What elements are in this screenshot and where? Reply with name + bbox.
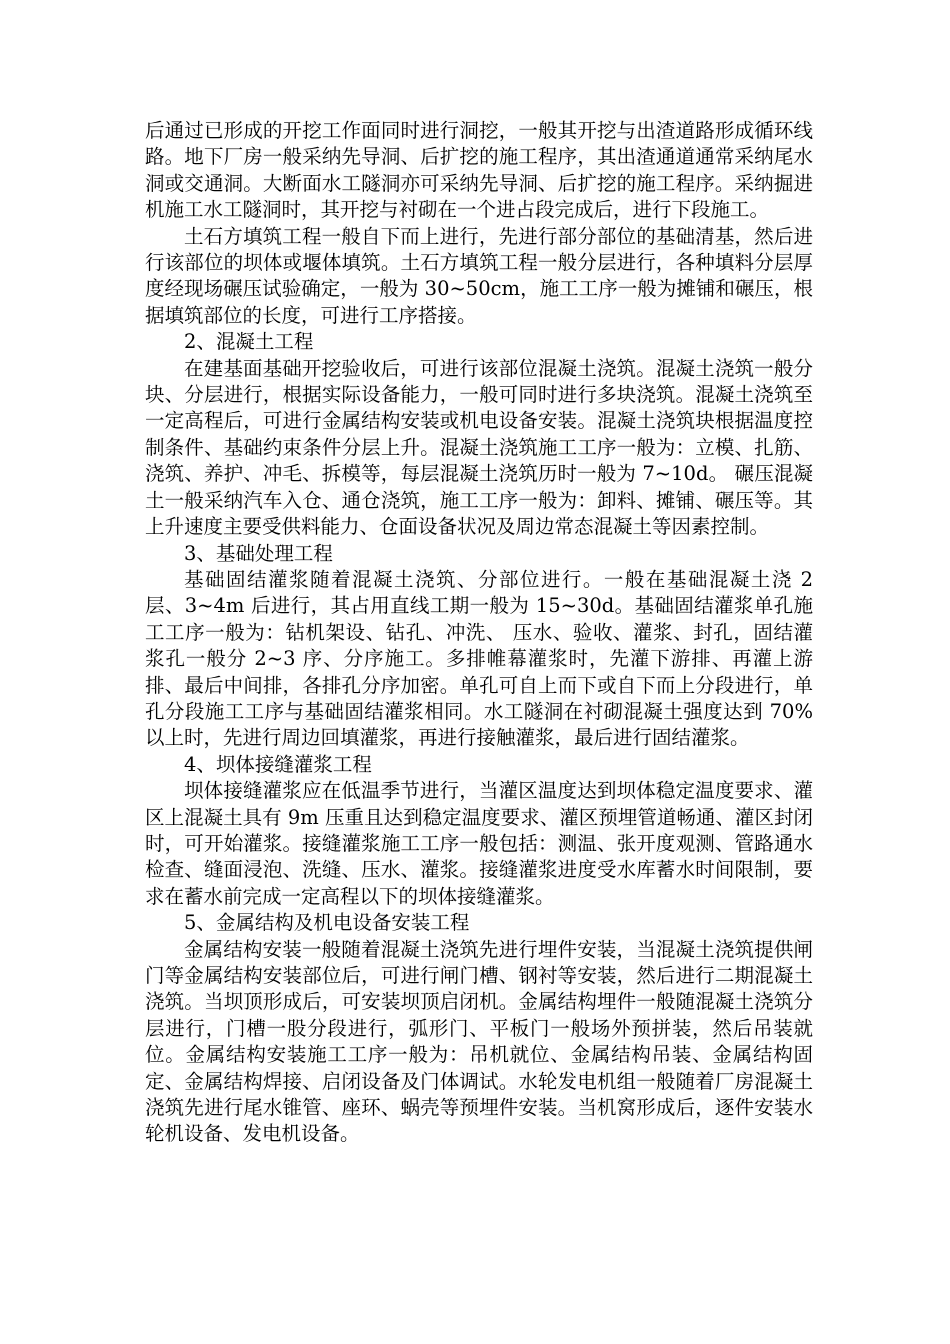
paragraph-metal-structure: 金属结构安装一般随着混凝土浇筑先进行埋件安装，当混凝土浇筑提供闸门等金属结构安装部位后，可进行闸门槽、钢衬等安装，然后进行二期混凝土浇筑。当坝顶形成后，可安装坝顶启闭机。金属结构埋件一般随混凝土浇筑分层进行，门槽一股分段进行，弧形门、平板门一般场外预拼装，然后吊装就位。金属结构安装施工工序一般为：吊机就位、金属结构吊装、金属结构固定、金属结构焊接、启闭设备及门体调试。水轮发电机组一般随着厂房混凝土浇筑先进行尾水锥管、座环、蜗壳等预埋件安装。当机窝形成后，逐件安装水轮机设备、发电机设备。 [145,937,813,1146]
section-heading-joint-grouting: 4、坝体接缝灌浆工程 [184,752,372,776]
section-heading-foundation: 3、基础处理工程 [184,541,333,565]
paragraph-concrete: 在建基面基础开挖验收后，可进行该部位混凝土浇筑。混凝土浇筑一般分块、分层进行，根据实际设备能力，一般可同时进行多块浇筑。混凝土浇筑至一定高程后，可进行金属结构安装或机电设备安装。混凝土浇筑块根据温度控制条件、基础约束条件分层上升。混凝土浇筑施工工序一般为：立模、扎筋、浇筑、养护、冲毛、拆模等，每层混凝土浇筑历时一般为 7~10d。 碾压混凝土一般采纳汽车入仓、通仓浇筑，施工工序一般为：卸料、摊铺、碾压等。其上升速度主要受供料能力、仓面设备状况及周边常态混凝土等因素控制。 [145,356,813,539]
paragraph-earth-rock-fill: 土石方填筑工程一般自下而上进行，先进行部分部位的基础清基，然后进行该部位的坝体或堰体填筑。土石方填筑工程一般分层进行，各种填料分层厚度经现场碾压试验确定，一般为 30~50cm，施工工序一般为摊铺和碾压，根据填筑部位的长度，可进行工序搭接。 [145,224,813,327]
section-heading-metal-structure: 5、金属结构及机电设备安装工程 [184,911,470,935]
paragraph-joint-grouting: 坝体接缝灌浆应在低温季节进行，当灌区温度达到坝体稳定温度要求、灌区上混凝土具有 9m 压重且达到稳定温度要求、灌区预埋管道畅通、灌区封闭时，可开始灌浆。接缝灌浆施工工序一般包括：测温、张开度观测、管路通水检查、缝面浸泡、洗缝、压水、灌浆。接缝灌浆进度受水库蓄水时间限制，要求在蓄水前完成一定高程以下的坝体接缝灌浆。 [145,779,813,908]
paragraph-foundation: 基础固结灌浆随着混凝土浇筑、分部位进行。一般在基础混凝土浇 2 层、3~4m 后进行，其占用直线工期一般为 15~30d。基础固结灌浆单孔施工工序一般为：钻机架设、钻孔、冲洗、 压水、验收、灌浆、封孔，固结灌浆孔一般分 2~3 序、分序施工。多排帷幕灌浆时，先灌下游排、再灌上游排、最后中间排，各排孔分序加密。单孔可自上而下或自下而上分段进行，单孔分段施工工序与基础固结灌浆相同。水工隧洞在衬砌混凝土强度达到 70%以上时，先进行周边回填灌浆，再进行接触灌浆，最后进行固结灌浆。 [145,567,813,750]
document-body [145,118,813,1148]
section-heading-concrete: 2、混凝土工程 [184,330,314,354]
paragraph-tunnel-excavation: 后通过已形成的开挖工作面同时进行洞挖，一般其开挖与出渣道路形成循环线路。地下厂房一般采纳先导洞、后扩挖的施工程序，其出渣通道通常采纳尾水洞或交通洞。大断面水工隧洞亦可采纳先导洞、后扩挖的施工程序。采纳掘进机施工水工隧洞时，其开挖与衬砌在一个进占段完成后，进行下段施工。 [145,119,813,222]
